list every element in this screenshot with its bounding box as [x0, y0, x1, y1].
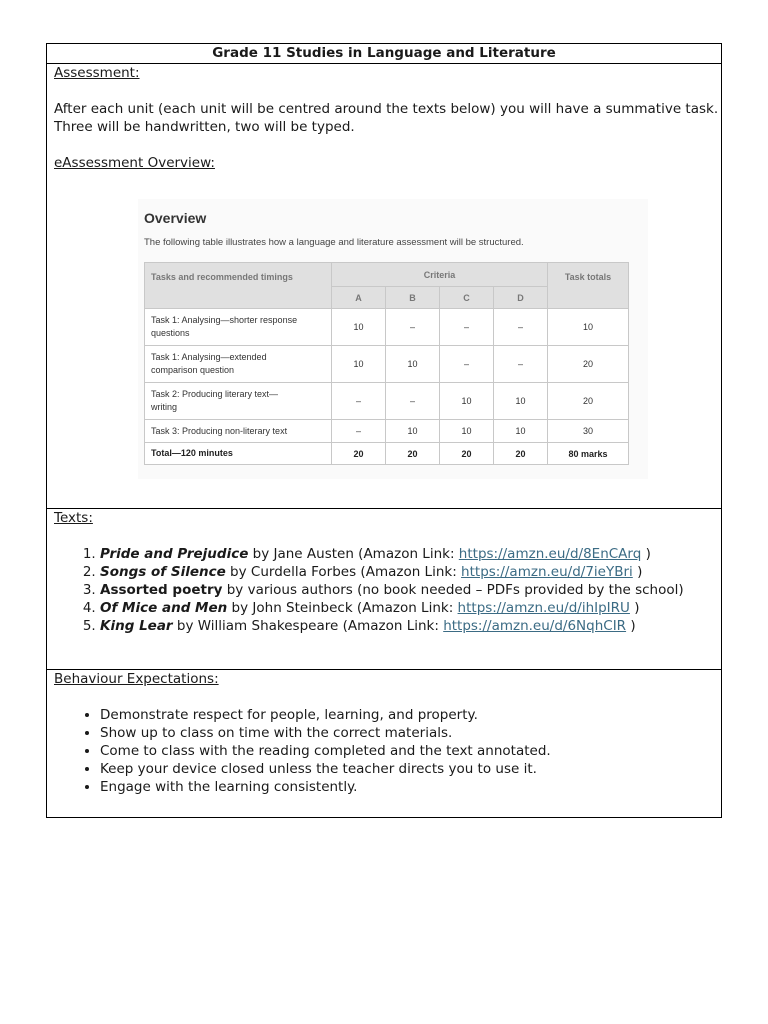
list-item: 5. King Lear by William Shakespeare (Amazon Link: https://amzn.eu/d/6NqhCIR ) — [100, 617, 721, 635]
cell-c: – — [440, 346, 494, 383]
texts-heading: Texts: — [54, 510, 93, 526]
list-item: • Keep your device closed unless the teacher directs you to use it. — [100, 760, 721, 778]
cell-b: – — [386, 309, 440, 346]
table-row — [145, 420, 629, 443]
behaviour-section — [47, 669, 721, 817]
table-row — [145, 383, 629, 420]
cell-c: – — [440, 309, 494, 346]
list-item: • Show up to class on time with the correct materials. — [100, 724, 721, 742]
behaviour-list — [47, 706, 721, 796]
header-criterion-b: B — [386, 287, 440, 309]
cell-c: 10 — [440, 420, 494, 443]
header-criteria: Criteria — [332, 263, 548, 287]
assessment-heading: Assessment: — [54, 65, 140, 81]
total-d: 20 — [494, 443, 548, 465]
task-cell: Task 3: Producing non-literary text — [145, 420, 332, 443]
header-tasks: Tasks and recommended timings — [145, 263, 332, 309]
table-row — [145, 309, 629, 346]
cell-total: 20 — [548, 346, 629, 383]
list-item: 4. Of Mice and Men by John Steinbeck (Amazon Link: https://amzn.eu/d/ihIpIRU ) — [100, 599, 721, 617]
header-task-totals: Task totals — [548, 263, 629, 309]
total-marks: 80 marks — [548, 443, 629, 465]
cell-c: 10 — [440, 383, 494, 420]
cell-d: 10 — [494, 420, 548, 443]
header-criterion-c: C — [440, 287, 494, 309]
texts-list — [47, 545, 721, 635]
assessment-line-2: Three will be handwritten, two will be typed. — [54, 119, 355, 135]
amazon-link[interactable]: https://amzn.eu/d/7ieYBri — [461, 564, 633, 580]
list-item: • Engage with the learning consistently. — [100, 778, 721, 796]
cell-total: 20 — [548, 383, 629, 420]
list-item: 1. Pride and Prejudice by Jane Austen (Amazon Link: https://amzn.eu/d/8EnCArq ) — [100, 545, 721, 563]
total-a: 20 — [332, 443, 386, 465]
table-row — [145, 346, 629, 383]
task-cell: Task 1: Analysing—shorter response questions — [145, 309, 332, 346]
amazon-link[interactable]: https://amzn.eu/d/6NqhCIR — [443, 618, 627, 634]
cell-d: 10 — [494, 383, 548, 420]
assessment-line-1: After each unit (each unit will be centred around the texts below) you will have a summative task. — [54, 101, 719, 117]
amazon-link[interactable]: https://amzn.eu/d/8EnCArq — [458, 546, 642, 562]
cell-b: – — [386, 383, 440, 420]
list-item: • Come to class with the reading completed and the text annotated. — [100, 742, 721, 760]
cell-a: 10 — [332, 346, 386, 383]
cell-total: 10 — [548, 309, 629, 346]
header-criterion-d: D — [494, 287, 548, 309]
assessment-section — [47, 63, 721, 508]
header-criterion-a: A — [332, 287, 386, 309]
document-title: Grade 11 Studies in Language and Literature — [212, 45, 556, 61]
task-cell: Task 1: Analysing—extended comparison question — [145, 346, 332, 383]
cell-b: 10 — [386, 420, 440, 443]
task-cell: Task 2: Producing literary text— writing — [145, 383, 332, 420]
list-item: 3. Assorted poetry by various authors (no book needed – PDFs provided by the school) — [100, 581, 721, 599]
overview-subtitle: The following table illustrates how a language and literature assessment will be structured. — [144, 237, 524, 248]
texts-section — [47, 508, 721, 669]
eassessment-heading: eAssessment Overview: — [54, 155, 215, 171]
cell-b: 10 — [386, 346, 440, 383]
cell-total: 30 — [548, 420, 629, 443]
list-item: • Demonstrate respect for people, learning, and property. — [100, 706, 721, 724]
overview-table — [144, 262, 629, 465]
cell-d: – — [494, 346, 548, 383]
cell-d: – — [494, 309, 548, 346]
list-item: 2. Songs of Silence by Curdella Forbes (Amazon Link: https://amzn.eu/d/7ieYBri ) — [100, 563, 721, 581]
total-row — [145, 443, 629, 465]
total-label: Total—120 minutes — [145, 443, 332, 465]
behaviour-heading: Behaviour Expectations: — [54, 671, 219, 687]
amazon-link[interactable]: https://amzn.eu/d/ihIpIRU — [457, 600, 630, 616]
total-c: 20 — [440, 443, 494, 465]
cell-a: – — [332, 420, 386, 443]
document-table — [46, 43, 722, 818]
cell-a: – — [332, 383, 386, 420]
total-b: 20 — [386, 443, 440, 465]
overview-figure — [138, 199, 648, 479]
overview-title: Overview — [144, 210, 207, 226]
cell-a: 10 — [332, 309, 386, 346]
